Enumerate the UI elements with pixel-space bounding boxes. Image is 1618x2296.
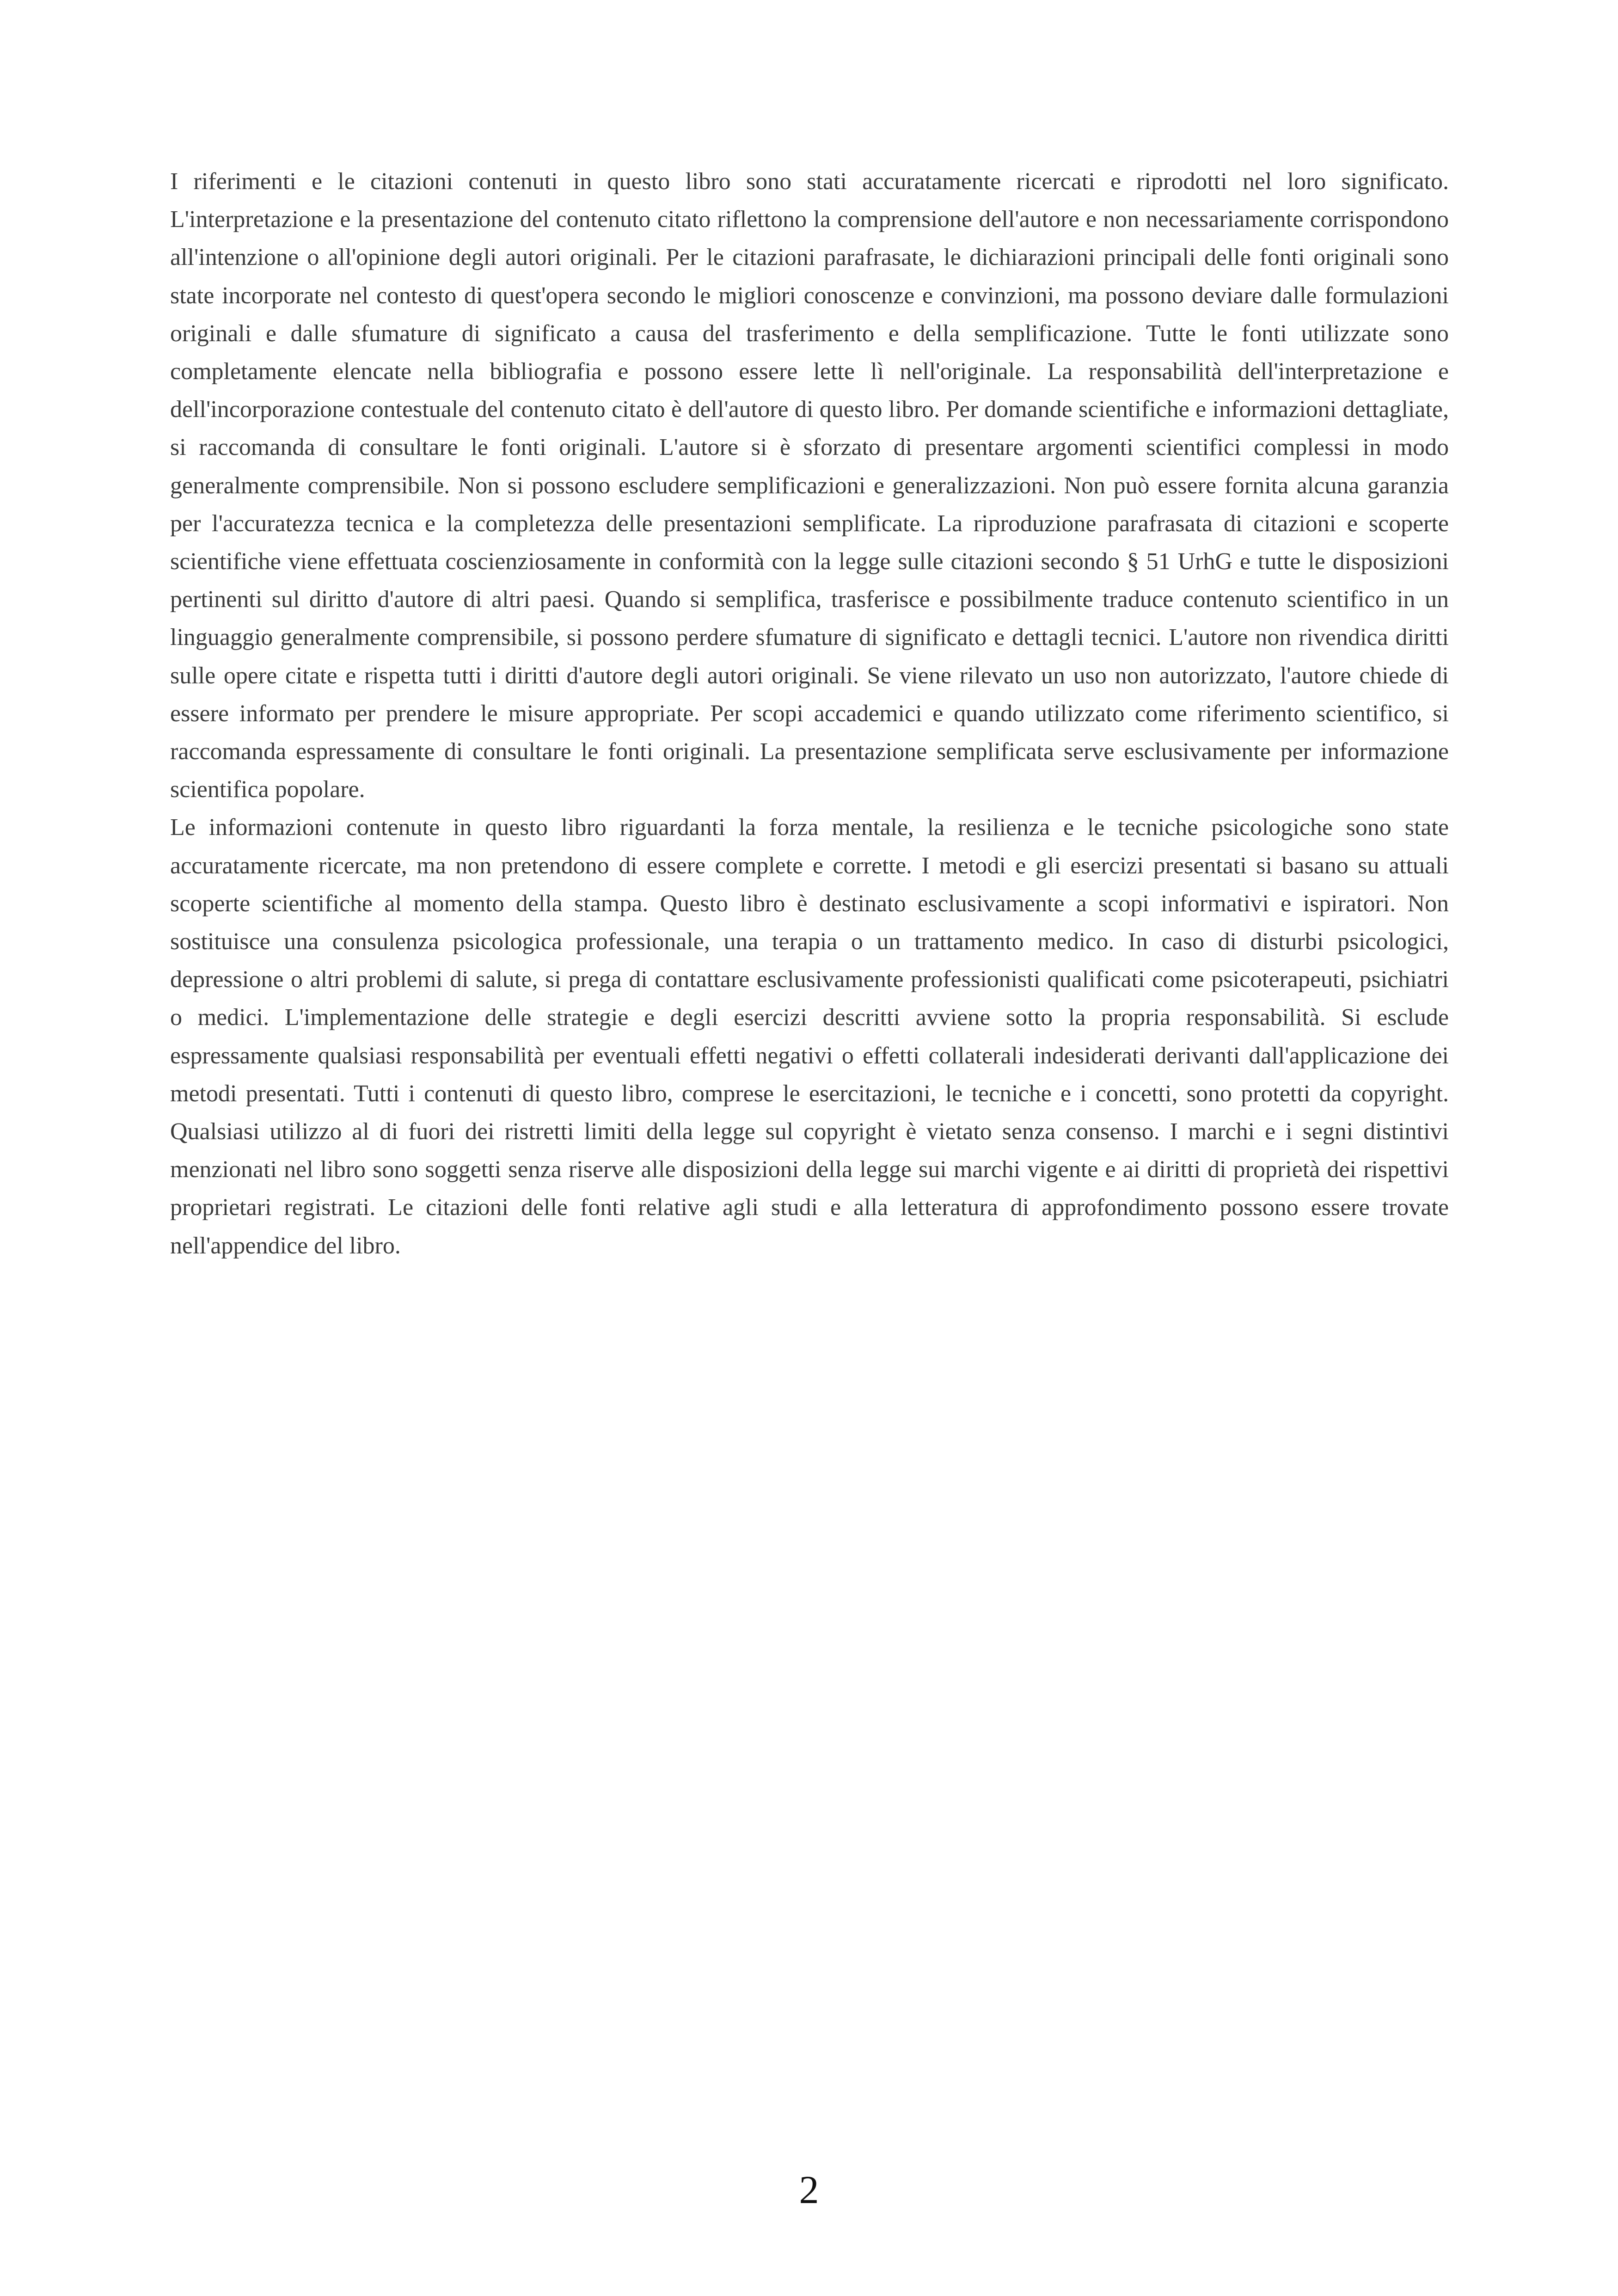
paragraph-citations-disclaimer: I riferimenti e le citazioni contenuti in questo libro sono stati accuratamente ricercati e riprodotti nel loro significato. L'interpretazione e la presentazione del contenuto citato riflettono la comprensione dell'autore e non necessariamente corrispondono all'intenzione o all'opinione degli autori originali. Per le citazioni parafrasate, le dichiarazioni principali delle fonti originali sono state incorporate nel contesto di quest'opera secondo le migliori conoscenze e convinzioni, ma possono deviare dalle formulazioni originali e dalle sfumature di significato a causa del trasferimento e della semplificazione. Tutte le fonti utilizzate sono completamente elencate nella bibliografia e possono essere lette lì nell'originale. La responsabilità dell'interpretazione e dell'incorporazione contestuale del contenuto citato è dell'autore di questo libro. Per domande scientifiche e informazioni dettagliate, si raccomanda di consultare le fonti originali. L'autore si è sforzato di presentare argomenti scientifici complessi in modo generalmente comprensibile. Non si possono escludere semplificazioni e generalizzazioni. Non può essere fornita alcuna garanzia per l'accuratezza tecnica e la completezza delle presentazioni semplificate. La riproduzione parafrasata di citazioni e scoperte scientifiche viene effettuata coscienziosamente in conformità con la legge sulle citazioni secondo § 51 UrhG e tutte le disposizioni pertinenti sul diritto d'autore di altri paesi. Quando si semplifica, trasferisce e possibilmente traduce contenuto scientifico in un linguaggio generalmente comprensibile, si possono perdere sfumature di significato e dettagli tecnici. L'autore non rivendica diritti sulle opere citate e rispetta tutti i diritti d'autore degli autori originali. Se viene rilevato un uso non autorizzato, l'autore chiede di essere informato per prendere le misure appropriate. Per scopi accademici e quando utilizzato come riferimento scientifico, si raccomanda espressamente di consultare le fonti originali. La presentazione semplificata serve esclusivamente per informazione scientifica popolare.	[170, 168, 1449, 803]
page-number: 2	[799, 2167, 819, 2212]
paragraph-liability-disclaimer: Le informazioni contenute in questo libro riguardanti la forza mentale, la resilienza e le tecniche psicologiche sono state accuratamente ricercate, ma non pretendono di essere complete e corrette. I metodi e gli esercizi presentati si basano su attuali scoperte scientifiche al momento della stampa. Questo libro è destinato esclusivamente a scopi informativi e ispiratori. Non sostituisce una consulenza psicologica professionale, una terapia o un trattamento medico. In caso di disturbi psicologici, depressione o altri problemi di salute, si prega di contattare esclusivamente professionisti qualificati come psicoterapeuti, psichiatri o medici. L'implementazione delle strategie e degli esercizi descritti avviene sotto la propria responsabilità. Si esclude espressamente qualsiasi responsabilità per eventuali effetti negativi o effetti collaterali indesiderati derivanti dall'applicazione dei metodi presentati. Tutti i contenuti di questo libro, comprese le esercitazioni, le tecniche e i concetti, sono protetti da copyright. Qualsiasi utilizzo al di fuori dei ristretti limiti della legge sul copyright è vietato senza consenso. I marchi e i segni distintivi menzionati nel libro sono soggetti senza riserve alle disposizioni della legge sui marchi vigente e ai diritti di proprietà dei rispettivi proprietari registrati. Le citazioni delle fonti relative agli studi e alla letteratura di approfondimento possono essere trovate nell'appendice del libro.	[170, 814, 1449, 1259]
body-text	[170, 163, 1449, 1265]
